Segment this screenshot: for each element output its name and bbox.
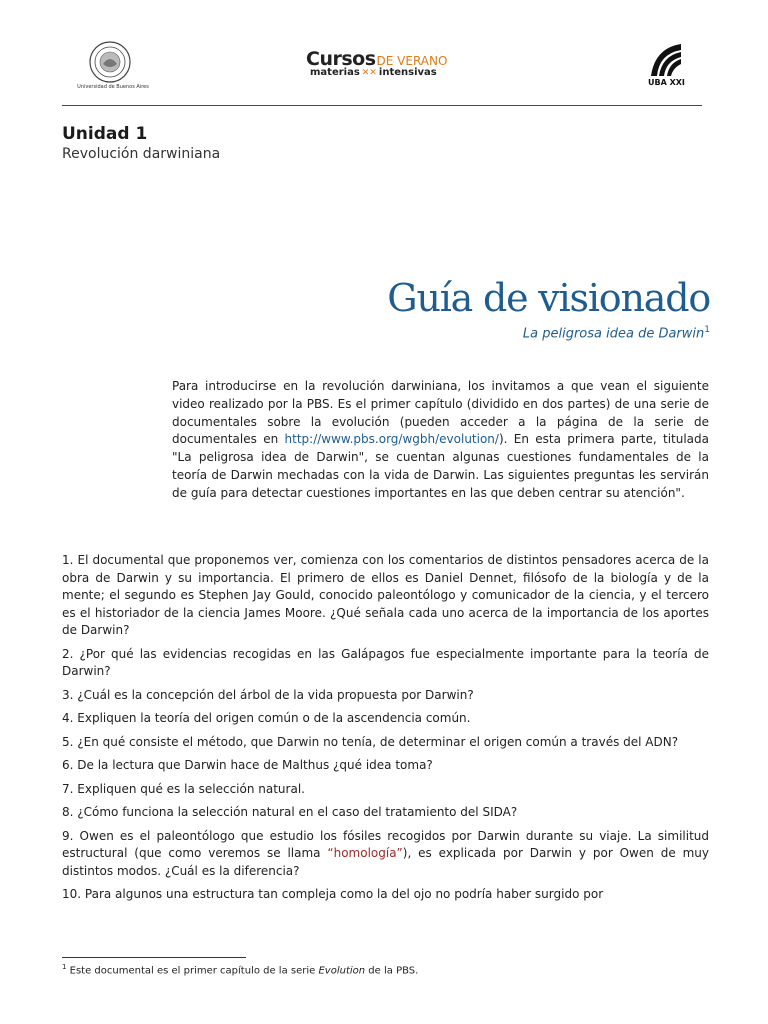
footnote-reference[interactable]: 1 (704, 325, 710, 335)
ubaxxi-label: UBA XXI (648, 78, 685, 87)
cursos-subtitle (310, 67, 437, 78)
intro-text-after: ). En esta primera parte, titulada "La peligrosa idea de Darwin", se cuentan algunas cuestiones fundamentales de la teoría de Darwin mechadas con la vida de Darwin. Las siguientes preguntas les servirán de guía para detectar cuestiones importantes en las que deben centrar su atención". (172, 432, 710, 500)
question-list (62, 552, 709, 910)
question-1: 1. El documental que proponemos ver, comienza con los comentarios de distintos pensadores acerca de la obra de Darwin y su importancia. El primero de ellos es Daniel Dennet, filósofo de la biología y de la mente; el segundo es Stephen Jay Gould, conocido paleontólogo y comunicador de la ciencia, y el tercero es el historiador de la ciencia James Moore. ¿Qué señala cada uno acerca de la importancia de los aportes de Darwin? (62, 553, 709, 637)
footnote-series-name: Evolution (318, 965, 366, 977)
question-9 (62, 828, 709, 881)
question-9-homologia: “homología” (327, 846, 403, 860)
university-name: Universidad de Buenos Aires (77, 84, 149, 90)
question-5: 5. ¿En qué consiste el método, que Darwin no tenía, de determinar el origen común a través del ADN? (62, 734, 679, 749)
footnote-mark: 1 (62, 963, 67, 971)
cursos-main-text: Cursos (306, 48, 376, 70)
cursos-sub-left: materias (310, 67, 360, 78)
question-2: 2. ¿Por qué las evidencias recogidas en las Galápagos fue especialmente importante para la teoría de Darwin? (62, 646, 709, 678)
question-7: 7. Expliquen qué es la selección natural. (62, 781, 305, 796)
intro-text-before: Para introducirse en la revolución darwiniana, los invitamos a que vean el siguiente video realizado por la PBS. Es el primer capítulo (dividido en dos partes) de una serie de documentales sobre la evolución (pueden acceder a la página de la serie de documentales en (172, 379, 709, 447)
unit-title: Unidad 1 (62, 124, 148, 144)
intro-paragraph (172, 378, 709, 503)
guide-subtitle-text: La peligrosa idea de Darwin (522, 326, 705, 342)
unit-subtitle: Revolución darwiniana (62, 146, 221, 162)
question-4: 4. Expliquen la teoría del origen común o de la ascendencia común. (62, 711, 471, 725)
question-9-part-c: ), es explicada por Darwin y por Owen de muy distintos modos. ¿Cuál es la diferencia? (62, 846, 709, 878)
question-10: 10. Para algunos una estructura tan compleja como la del ojo no podría haber surgido por (62, 887, 604, 901)
footnote (62, 963, 418, 976)
guide-title: Guía de visionado (387, 276, 710, 320)
ubaxxi-logo-icon (649, 42, 683, 78)
footnote-divider (62, 957, 246, 958)
pbs-evolution-link[interactable]: http://www.pbs.org/wgbh/evolution/ (284, 432, 499, 447)
question-6: 6. De la lectura que Darwin hace de Malthus ¿qué idea toma? (62, 758, 433, 772)
university-seal-icon (86, 40, 134, 84)
cross-dots-icon: ✕✕ (361, 68, 377, 78)
question-8: 8. ¿Cómo funciona la selección natural en el caso del tratamiento del SIDA? (62, 805, 518, 819)
question-3: 3. ¿Cuál es la concepción del árbol de la vida propuesta por Darwin? (62, 687, 474, 702)
cursos-sub-right: intensivas (378, 67, 437, 78)
footnote-text-a: Este documental es el primer capítulo de la serie (66, 965, 319, 977)
question-9-part-a: 9. Owen es el paleontólogo que estudio los fósiles recogidos por Darwin durante su viaje. La similitud estructural (que como veremos se llama (62, 828, 709, 860)
cursos-suffix-text: DE VERANO (376, 54, 448, 68)
guide-subtitle (523, 325, 710, 341)
header-divider (62, 105, 702, 106)
footnote-text-b: de la PBS. (365, 965, 419, 977)
